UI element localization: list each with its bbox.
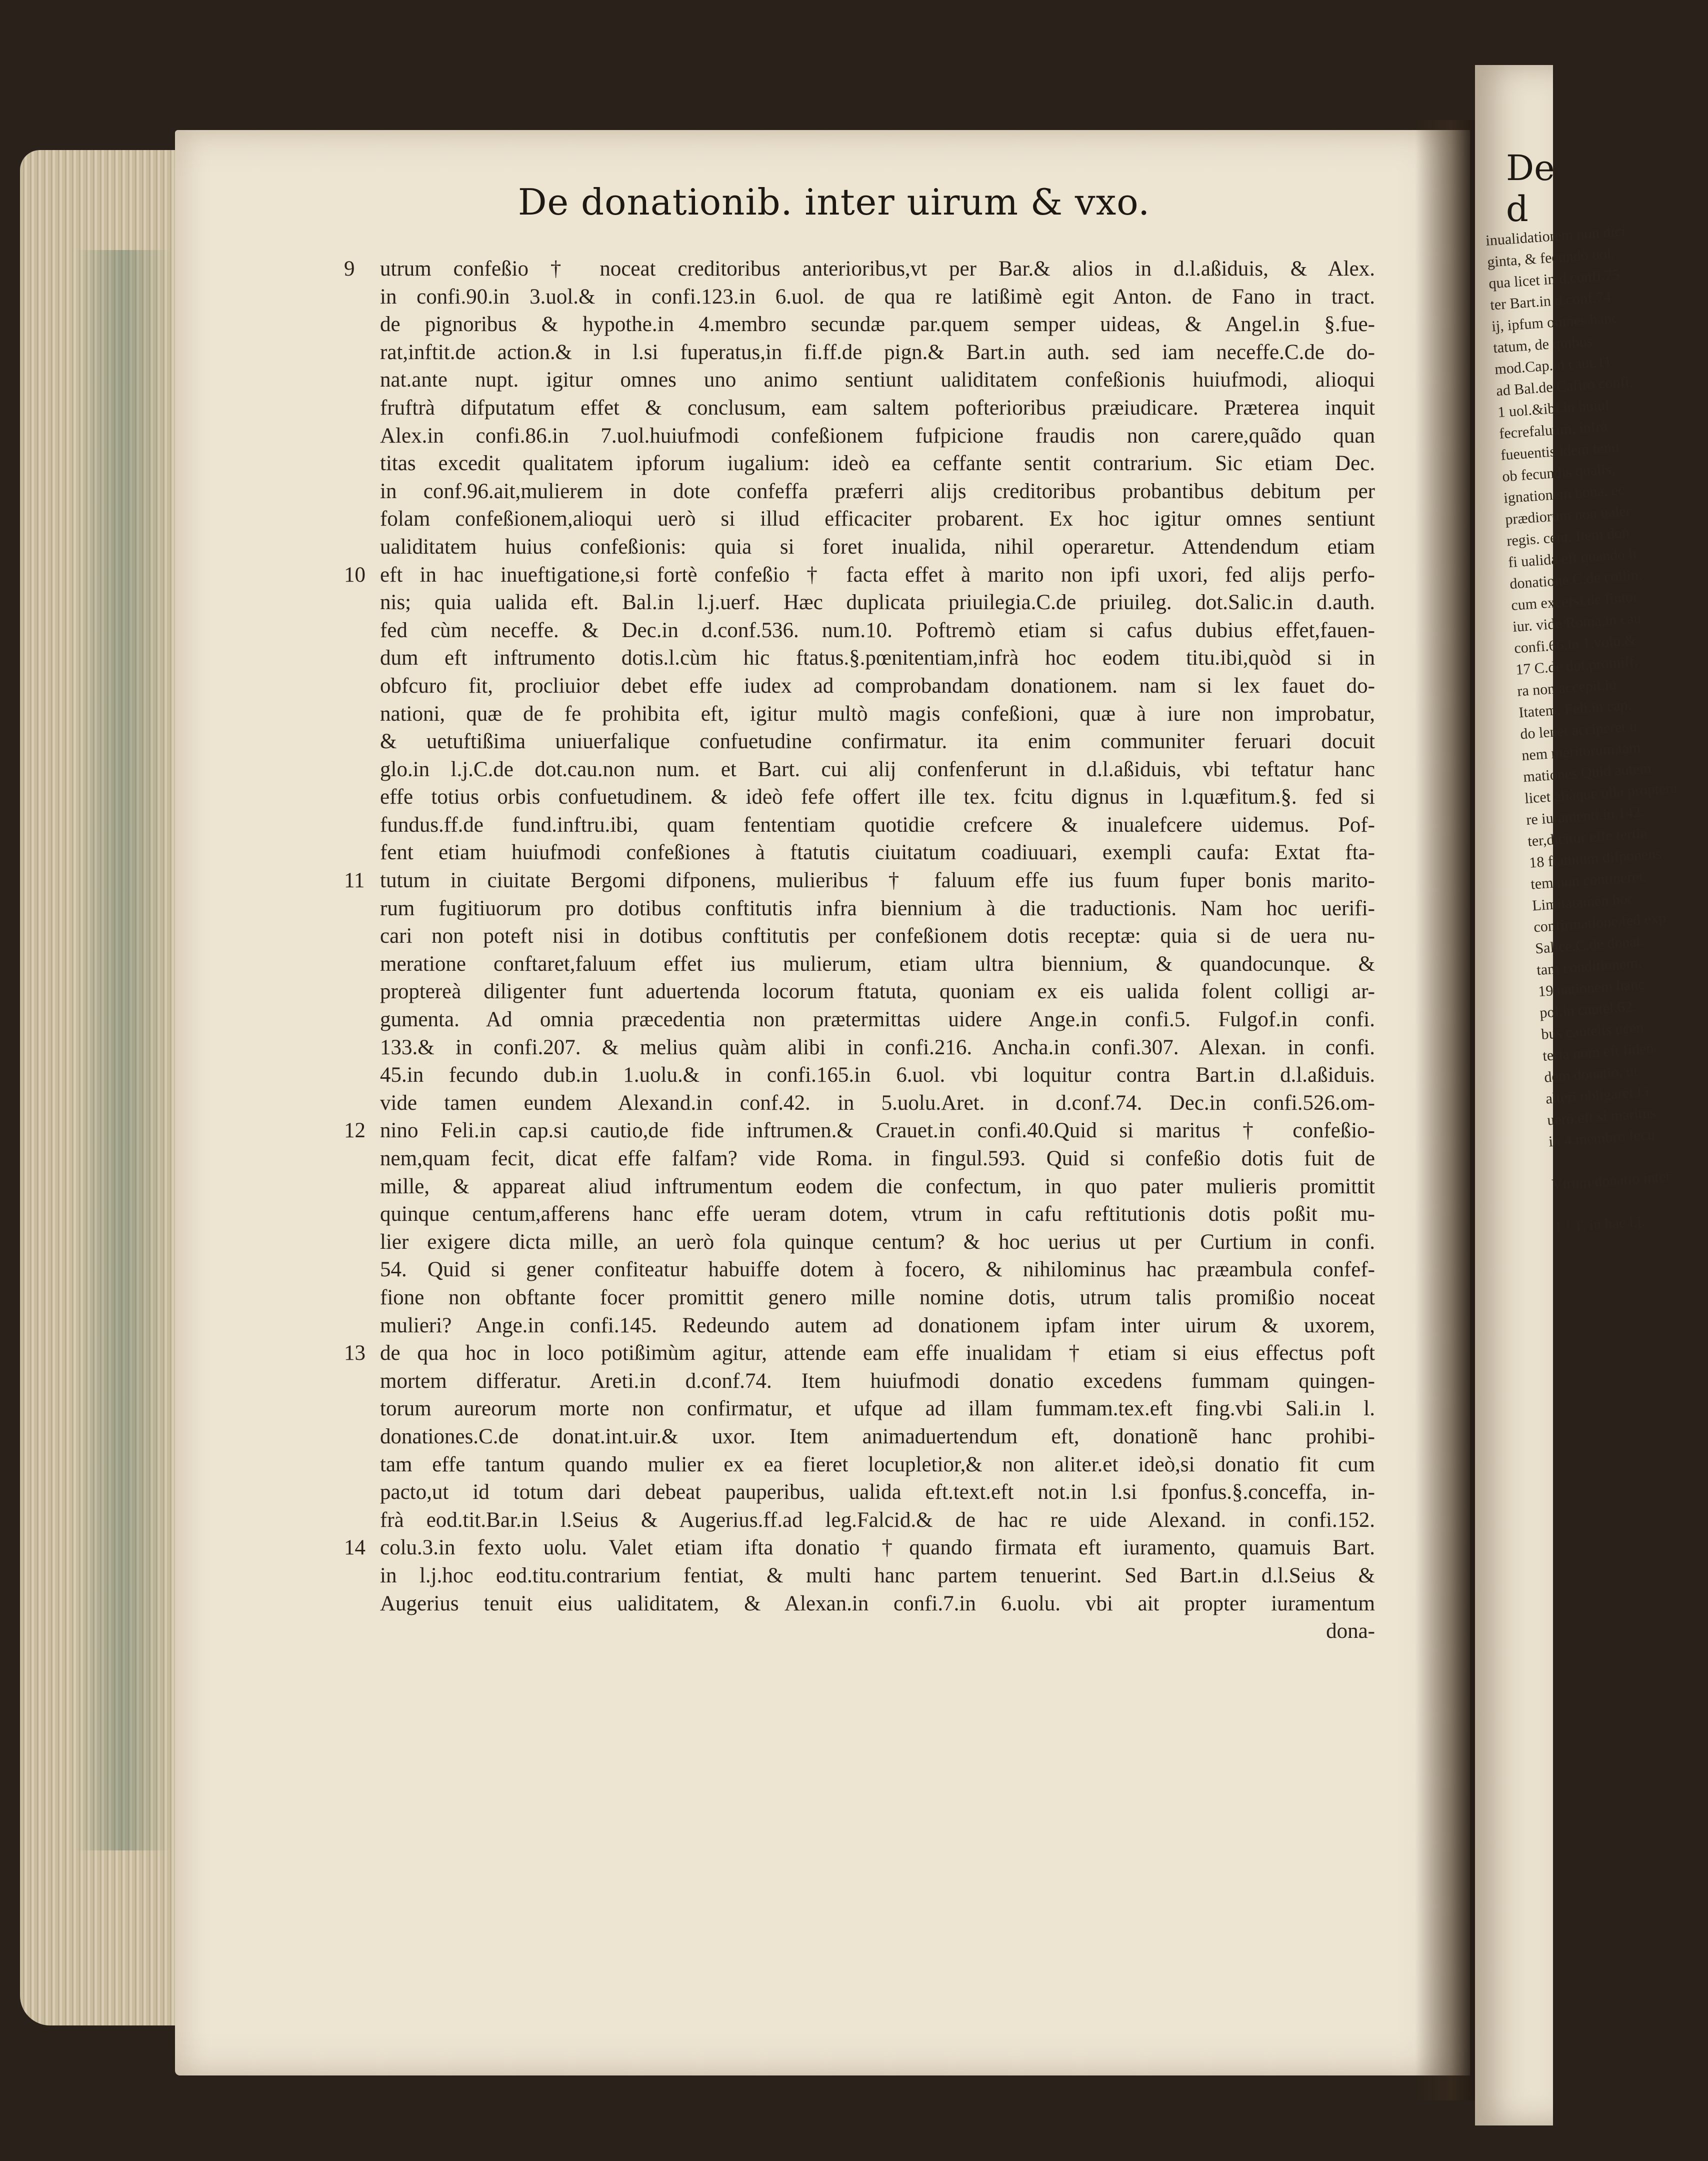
line-text: mulieri? Ange.in confi.145. Redeundo autem ad donationem ipfam inter uirum & uxorem, [380, 1313, 1375, 1337]
right-page-line: iur. vide Roma.in cau [1512, 610, 1642, 636]
line-text: folam confeßionem,alioqui uerò si illud efficaciter probarent. Ex hoc igitur omnes sentiunt [380, 507, 1375, 531]
right-page-line: dem donatio, ut [1544, 1062, 1638, 1086]
right-page-line: ter,dicitur effe tertia [1527, 825, 1648, 850]
right-page-line: mod.Cap.in caut.11 [1494, 353, 1612, 378]
text-line [380, 394, 1375, 422]
line-text: dum eft inftrumento dotis.l.cùm hic ftatus.§.pœnitentiam,infrà hoc eodem titu.ibi,quòd si in [380, 646, 1375, 670]
right-page-line: alteri obligaret.l.i [1545, 1083, 1650, 1107]
line-text: rum fugitiuorum pro dotibus conftitutis infra biennium à die traductionis. Nam hoc uerifi- [380, 896, 1375, 920]
text-line [380, 1173, 1375, 1201]
line-text: colu.3.in fexto uolu. Valet etiam ifta donatio †quando firmata eft iuramento, quamuis Bart. [380, 1536, 1375, 1560]
text-line [380, 1145, 1375, 1173]
line-text: de qua hoc in loco potißimùm agitur, attende eam effe inualidam † etiam si eius effectus poft [380, 1341, 1375, 1365]
line-text: frà eod.tit.Bar.in l.Seius & Augerius.ff.ad leg.Falcid.& de hac re uide Alexand. in confi.152. [380, 1508, 1375, 1532]
line-text: pacto,ut id totum dari debeat pauperibus, ualida eft.text.eft not.in l.si fponfus.§.conceffa, in- [380, 1480, 1375, 1504]
right-page-line: tem non contineret. [1530, 868, 1648, 893]
line-text: rat,inftit.de action.& in l.si fuperatus,in fi.ff.de pign.& Bart.in auth. sed iam neceffe.C.de do- [380, 340, 1375, 364]
line-text: in l.j.hoc eod.titu.contrarium fentiat, & multi hanc partem tenuerint. Sed Bart.in d.l.Seius & [380, 1563, 1375, 1587]
right-page-line: prædiorum non ualer [1504, 503, 1632, 528]
text-line [380, 811, 1375, 839]
right-page-line: in 4.membro fecu [1548, 1126, 1656, 1150]
line-text: cari non poteft nisi in dotibus conftitutis per confeßionem dotis receptæ: quia si de uera nu- [380, 924, 1375, 948]
text-line [380, 478, 1375, 506]
right-page-line: licet aliàque ulla proptera [1524, 779, 1678, 807]
right-page-column [1485, 223, 1678, 1238]
text-line [344, 1534, 1375, 1562]
text-line [380, 1228, 1375, 1256]
text-line [380, 339, 1375, 367]
text-line [380, 366, 1375, 394]
text-line [380, 505, 1375, 533]
text-line [380, 1312, 1375, 1340]
line-text: lier exigere dicta mille, an uerò fola quinque centum? & hoc uerius ut per Curtium in confi. [380, 1230, 1375, 1254]
right-page-running-head: De d [1506, 148, 1555, 230]
line-text: nat.ante nupt. igitur omnes uno animo sentiunt ualiditatem confeßionis huiufmodi, alioqui [380, 368, 1375, 392]
right-page-line: ra non accepit,iu [1516, 676, 1618, 700]
section-number: 9 [344, 257, 355, 281]
right-page-line: ij, ipfum omnes hanc [1491, 309, 1619, 335]
line-text: fed cùm neceffe. & Dec.in d.conf.536. num.10. Poftremò etiam si cafus dubius effet,fauen- [380, 618, 1375, 642]
text-line [380, 1367, 1375, 1395]
right-page-line: 17 C.de dot.promiff. [1515, 653, 1639, 678]
right-page-line: cum excefsi.de fintor [1510, 588, 1639, 614]
text-line [380, 1423, 1375, 1451]
line-text: donationes.C.de donat.int.uir.& uxor. Item animaduertendum eft, donationẽ hanc prohibi- [380, 1424, 1375, 1448]
right-page-line: donatione.C.de collin. [1509, 566, 1642, 593]
right-page-line: teria nom eft fiden [1542, 1040, 1654, 1064]
text-line [380, 533, 1375, 561]
right-page-line: tam conditionem, [1536, 954, 1642, 979]
right-page-line: nem meritorum,tam [1521, 739, 1642, 764]
line-text: ualiditatem huius confeßionis: quia si foret inualida, nihil operaretur. Attendendum etiam [380, 535, 1375, 559]
text-line [380, 700, 1375, 728]
right-page-line: ignationem bona, ec [1503, 481, 1626, 507]
line-text: fundus.ff.de fund.inftru.ibi, quam fententiam quotidie crefcere & inualefcere uidemus. Pof- [380, 813, 1375, 837]
section-number: 12 [344, 1119, 366, 1143]
right-page-line: regis. cent. Item don [1506, 524, 1630, 550]
text-line [380, 1034, 1375, 1062]
line-text: nino Feli.in cap.si cautio,de fide inftrumen.& Crauet.in confi.40.Quid si maritus † confeßio- [380, 1119, 1375, 1143]
text-line [380, 1256, 1375, 1284]
text-line [380, 422, 1375, 450]
text-line [380, 950, 1375, 978]
right-page-line: 1 uol.&ibi.in huiuf [1497, 396, 1611, 421]
line-text: mortem differatur. Areti.in d.conf.74. Item huiufmodi donatio excedens fummam quingen- [380, 1369, 1375, 1393]
text-line [380, 1284, 1375, 1312]
line-text: proptereà diligenter funt aduertenda locorum ftatuta, quoniam ex eis ualida folent colligi ar- [380, 980, 1375, 1004]
right-page-line: Itatem. Feli.in cap. [1518, 696, 1632, 721]
right-page-line: ad Bal.de Cafiro confi. [1496, 373, 1634, 400]
right-page-line: ter Bart.in d.conf.74 [1490, 288, 1612, 314]
right-page-line: confi.66.in 1.volu.& [1514, 631, 1637, 657]
running-head: De donationib. inter uirum & vxo. [518, 181, 1150, 223]
line-text: utrum confeßio † noceat creditoribus anterioribus,vt per Bar.& alios in d.l.aßiduis, & Alex. [380, 257, 1375, 281]
right-page-line: re iuramenti.in.142. [1526, 803, 1645, 829]
line-text: torum aureorum morte non confirmatur, et ufque ad illam fummam.tex.eft fing.vbi Sali.in l. [380, 1397, 1375, 1421]
text-line [380, 1506, 1375, 1534]
line-text: nis; quia ualida eft. Bal.in l.j.uerf. Hæc duplicata priuilegia.C.de priuileg. dot.Salic.in d.auth. [380, 591, 1375, 615]
text-line [380, 895, 1375, 923]
text-line [380, 978, 1375, 1006]
line-text: 54. Quid si gener confiteatur habuiffe dotem à focero, & nihilominus hac præambula confef- [380, 1258, 1375, 1282]
section-number: 14 [344, 1536, 366, 1560]
right-page-line: 18 ftatutum difponens [1528, 845, 1662, 871]
line-text: mille, & appareat aliud inftrumentum eodem die confectum, in quo pater mulieris promittit [380, 1174, 1375, 1198]
right-page-line: confirmatione.fed exp [1533, 910, 1666, 936]
text-line [380, 1200, 1375, 1228]
line-text: in confi.90.in 3.uol.& in confi.123.in 6.uol. de qua re latißimè egit Anton. de Fano in tract. [380, 285, 1375, 309]
line-text: gumenta. Ad omnia præcedentia non prætermittas uidere Ange.in confi.5. Fulgof.in confi. [380, 1008, 1375, 1032]
right-page-line: 1 ¹ T. in hac l.j. [1554, 1213, 1646, 1236]
right-page-line: pol.in cautel.62. [1539, 998, 1637, 1022]
text-line [380, 1478, 1375, 1506]
text-line [380, 1590, 1375, 1618]
line-text: tam effe tantum quando mulier ex ea fieret locupletior,& non aliter.et ideò,si donatio fit cum [380, 1452, 1375, 1476]
right-page-line: bus cautelis ucen [1540, 1019, 1644, 1043]
line-text: meratione conftaret,faluum effet ius mulierum, etiam ultra biennium, & quandocunque. & [380, 952, 1375, 976]
line-text: fione non obftante focer promittit genero mille nomine dotis, utrum talis promißio noceat [380, 1285, 1375, 1309]
text-line [344, 1117, 1375, 1145]
line-text: nem,quam fecit, dicat effe falfam? vide Roma. in fingul.593. Quid si confeßio dotis fuit de [380, 1147, 1375, 1170]
text-line [380, 783, 1375, 811]
line-text: fent etiam huiufmodi confeßiones à ftatutis ciuitatum coadiuuari, exempli caufa: Extat fta- [380, 841, 1375, 865]
line-text: obfcuro fit, procliuior debet effe iudex ad comprobandam donationem. nam si lex fauet do- [380, 674, 1375, 698]
text-line [380, 756, 1375, 784]
right-page-line: mationes Quid autem [1522, 760, 1652, 786]
text-line [344, 255, 1375, 283]
line-text: titas excedit qualitatem ipforum iugalium: ideò ea ceffante sentit contrarium. Sic etiam Dec. [380, 452, 1375, 476]
text-line [380, 1562, 1375, 1590]
text-line [380, 672, 1375, 700]
line-text: in conf.96.ait,mulierem in dote confeffa præferri alijs creditoribus probantibus debitum per [380, 479, 1375, 503]
line-text: Alex.in confi.86.in 7.uol.huiufmodi confeßionem fufpicione fraudis non carere,quãdo quan [380, 424, 1375, 448]
right-page-line: inualidatiorem non dici [1485, 223, 1626, 249]
section-number: 13 [344, 1341, 366, 1365]
text-line [380, 617, 1375, 645]
text-line [380, 311, 1375, 339]
right-page-line: 19 nationem hanc [1538, 976, 1646, 1000]
right-page-line: Vtrum donatio inter [1551, 1168, 1672, 1193]
right-page-line: Limitatamen hoc [1532, 890, 1635, 914]
text-line [380, 922, 1375, 950]
right-page-line: tatum, de quibus [1492, 333, 1594, 357]
right-page-line: Salice.C.de donat. [1534, 933, 1645, 957]
text-line [380, 450, 1375, 478]
line-text: nationi, quæ de fe prohibita eft, igitur multò magis confeßioni, quæ à iure non improbatur, [380, 702, 1375, 726]
text-line [344, 561, 1375, 589]
text-line [380, 1006, 1375, 1034]
text-line [380, 839, 1375, 867]
text-line [380, 1451, 1375, 1479]
line-text: de pignoribus & hypothe.in 4.membro secundæ par.quem semper uideas, & Angel.in §.fue- [380, 313, 1375, 337]
right-page-line: uerò eft si maritus [1546, 1104, 1656, 1129]
line-text: & uetuftißima uniuerfalique confuetudine confirmatur. ita enim communiter feruari docuit [380, 730, 1375, 754]
line-text: glo.in l.j.C.de dot.cau.non num. et Bart. cui alij confenferunt in d.l.aßiduis, vbi teftatur hanc [380, 757, 1375, 781]
book-gutter [1415, 120, 1475, 2100]
text-line [380, 589, 1375, 617]
text-line [344, 867, 1375, 895]
right-page-line: ginta, & fecundò uol. [1486, 245, 1616, 271]
right-page-line: fi ualida eft quando h [1508, 545, 1637, 571]
line-text: vide tamen eundem Alexand.in conf.42. in 5.uolu.Aret. in d.conf.74. Dec.in confi.526.om- [380, 1091, 1375, 1115]
line-text: 133.& in confi.207. & melius quàm alibi in confi.216. Ancha.in confi.307. Alexan. in confi. [380, 1035, 1375, 1059]
line-text: 45.in fecundo dub.in 1.uolu.& in confi.165.in 6.uol. vbi loquitur contra Bart.in d.l.aßiduis. [380, 1063, 1375, 1087]
text-line [380, 1089, 1375, 1117]
right-page-line: fecrefaluum, infrà [1498, 418, 1608, 442]
line-text: fruftrà difputatum effet & conclusum, eam saltem pofterioribus præiudicare. Præterea inquit [380, 396, 1375, 420]
right-page-line: ob fecundis qualis, [1502, 461, 1616, 485]
right-page-line: qua licet in d.confi.75 [1488, 266, 1620, 292]
text-line [344, 1339, 1375, 1367]
text-line [380, 1395, 1375, 1423]
text-line [380, 1061, 1375, 1089]
line-text: eft in hac inueftigatione,si fortè confeßio † facta effet à marito non ipfi uxori, fed alijs perfo- [380, 563, 1375, 587]
right-page-fragment [1475, 65, 1678, 2125]
page-edge-stain [75, 250, 170, 1850]
text-line [380, 283, 1375, 311]
line-text: Augerius tenuit eius ualiditatem, & Alexan.in confi.7.in 6.uolu. vbi ait propter iuramentum [380, 1591, 1375, 1615]
right-page-line: do lenet acciperet u [1520, 718, 1638, 743]
section-number: 10 [344, 563, 366, 587]
body-text [344, 255, 1375, 1645]
text-line [380, 728, 1375, 756]
line-text: effe totius orbis confuetudinem. & ideò fefe offert ille tex. fcitu dignus in l.quæfitum.§. fed si [380, 785, 1375, 809]
catchword: dona- [1326, 1619, 1375, 1643]
section-number: 11 [344, 869, 365, 893]
line-text: quinque centum,afferens hanc effe ueram dotem, vtrum in cafu reftitutionis dotis poßit mu- [380, 1202, 1375, 1226]
line-text: tutum in ciuitate Bergomi difponens, mulieribus † faluum effe ius fuum fuper bonis marito- [380, 869, 1375, 893]
right-page-line: fueuentis idem tenu [1500, 439, 1620, 464]
text-line [380, 644, 1375, 672]
